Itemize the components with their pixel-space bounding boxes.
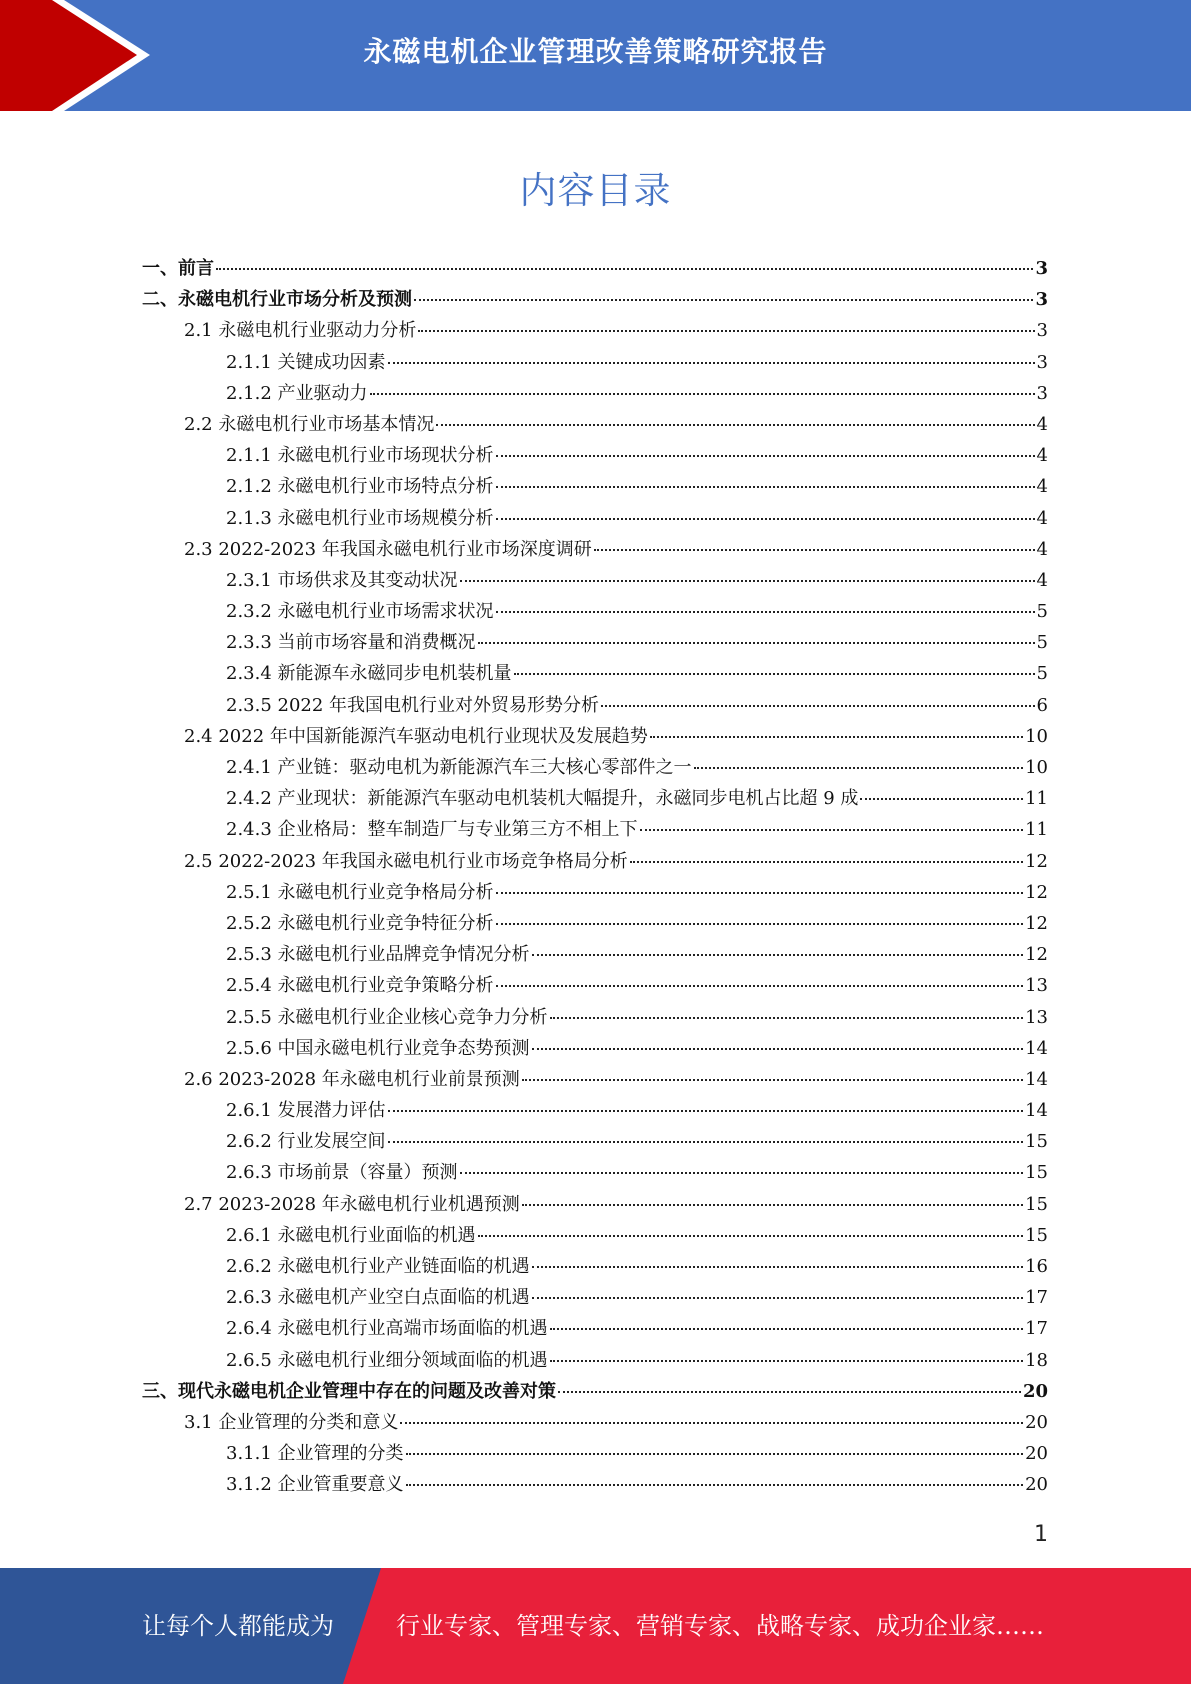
footer-slogan-left: 让每个人都能成为 xyxy=(142,1612,334,1640)
footer-slogan-right: 行业专家、管理专家、营销专家、战略专家、成功企业家…… xyxy=(396,1612,1044,1640)
toc-entry-page: 15 xyxy=(1025,1131,1048,1153)
toc-entry-title: 2.4.2 产业现状：新能源汽车驱动电机装机大幅提升，永磁同步电机占比超 9 成 xyxy=(226,788,859,810)
toc-entry[interactable] xyxy=(142,535,1048,566)
toc-entry-title: 2.6 2023-2028 年永磁电机行业前景预测 xyxy=(184,1068,520,1090)
toc-entry[interactable] xyxy=(142,254,1048,285)
toc-dot-leader xyxy=(388,1110,1024,1112)
toc-dot-leader xyxy=(522,1204,1023,1206)
toc-entry-title: 2.5.5 永磁电机行业企业核心竞争力分析 xyxy=(226,1006,548,1028)
toc-dot-leader xyxy=(414,299,1033,301)
toc-entry[interactable] xyxy=(142,566,1048,597)
toc-entry-page: 10 xyxy=(1025,757,1048,778)
toc-dot-leader xyxy=(460,580,1035,582)
toc-entry[interactable] xyxy=(142,847,1048,878)
toc-dot-leader xyxy=(640,829,1024,831)
toc-entry-title: 2.5.4 永磁电机行业竞争策略分析 xyxy=(226,975,494,997)
toc-dot-leader xyxy=(550,1360,1024,1362)
toc-entry-title: 2.3.3 当前市场容量和消费概况 xyxy=(226,632,476,654)
toc-entry-page: 14 xyxy=(1025,1068,1048,1090)
toc-dot-leader xyxy=(496,985,1024,987)
toc-dot-leader xyxy=(694,767,1024,769)
toc-entry[interactable] xyxy=(142,410,1048,441)
toc-dot-leader xyxy=(496,611,1035,613)
toc-dot-leader xyxy=(532,1266,1024,1268)
toc-entry-page: 13 xyxy=(1025,975,1048,997)
toc-entry-title: 2.4.3 企业格局：整车制造厂与专业第三方不相上下 xyxy=(226,819,638,841)
toc-entry-page: 5 xyxy=(1036,663,1048,685)
toc-entry[interactable] xyxy=(142,659,1048,690)
toc-dot-leader xyxy=(406,1484,1024,1486)
report-title: 永磁电机企业管理改善策略研究报告 xyxy=(363,35,828,68)
toc-entry-title: 2.3.2 永磁电机行业市场需求状况 xyxy=(226,601,494,623)
toc-dot-leader xyxy=(532,954,1024,956)
toc-entry[interactable] xyxy=(142,472,1048,503)
toc-entry-page: 17 xyxy=(1025,1318,1048,1340)
toc-entry[interactable] xyxy=(142,1377,1048,1408)
toc-dot-leader xyxy=(388,362,1035,364)
toc-entry[interactable] xyxy=(142,316,1048,347)
toc-entry-title: 2.5.3 永磁电机行业品牌竞争情况分析 xyxy=(226,944,530,966)
toc-dot-leader xyxy=(496,518,1035,520)
toc-entry[interactable] xyxy=(142,722,1048,753)
toc-dot-leader xyxy=(216,268,1033,270)
toc-dot-leader xyxy=(532,1048,1024,1050)
toc-entry-title: 2.6.2 永磁电机行业产业链面临的机遇 xyxy=(226,1256,530,1277)
toc-entry-title: 2.4.1 产业链：驱动电机为新能源汽车三大核心零部件之一 xyxy=(226,757,692,778)
toc-entry-page: 15 xyxy=(1025,1162,1048,1184)
toc-entry-title: 3.1.1 企业管理的分类 xyxy=(226,1443,404,1465)
toc-entry-title: 2.3.5 2022 年我国电机行业对外贸易形势分析 xyxy=(226,694,600,716)
toc-entry-title: 2.5.6 中国永磁电机行业竞争态势预测 xyxy=(226,1037,530,1059)
toc-entry[interactable] xyxy=(142,1314,1048,1345)
header-banner xyxy=(0,0,1191,111)
toc-entry[interactable] xyxy=(142,1034,1048,1065)
toc-entry-page: 6 xyxy=(1036,694,1048,716)
toc-dot-leader xyxy=(388,1141,1024,1143)
toc-entry[interactable] xyxy=(142,1439,1048,1470)
toc-entry[interactable] xyxy=(142,379,1048,410)
toc-dot-leader xyxy=(496,923,1024,925)
toc-entry[interactable] xyxy=(142,971,1048,1002)
toc-entry-title: 2.6.2 行业发展空间 xyxy=(226,1131,386,1153)
page-number: 1 xyxy=(1034,1522,1048,1547)
toc-dot-leader xyxy=(558,1391,1021,1393)
toc-entry-title: 2.6.1 发展潜力评估 xyxy=(226,1100,386,1122)
toc-entry-page: 16 xyxy=(1025,1256,1048,1277)
toc-entry-title: 2.1.1 关键成功因素 xyxy=(226,351,386,373)
toc-entry[interactable] xyxy=(142,597,1048,628)
toc-dot-leader xyxy=(860,798,1023,800)
toc-dot-leader xyxy=(496,892,1024,894)
toc-entry-page: 12 xyxy=(1025,912,1048,934)
toc-entry-page: 4 xyxy=(1036,569,1048,591)
toc-entry-title: 2.5 2022-2023 年我国永磁电机行业市场竞争格局分析 xyxy=(184,850,628,872)
toc-entry[interactable] xyxy=(142,1190,1048,1221)
toc-entry-title: 3.1 企业管理的分类和意义 xyxy=(184,1411,399,1433)
toc-dot-leader xyxy=(550,1017,1024,1019)
toc-dot-leader xyxy=(601,705,1034,707)
toc-dot-leader xyxy=(418,330,1034,332)
toc-entry[interactable] xyxy=(142,1003,1048,1034)
toc-entry-title: 2.2 永磁电机行业市场基本情况 xyxy=(184,413,435,435)
toc-entry-title: 2.3 2022-2023 年我国永磁电机行业市场深度调研 xyxy=(184,538,592,560)
toc-entry-title: 2.6.4 永磁电机行业高端市场面临的机遇 xyxy=(226,1318,548,1340)
toc-entry-page: 3 xyxy=(1036,351,1048,373)
toc-entry-page: 11 xyxy=(1025,819,1048,841)
toc-entry-page: 4 xyxy=(1036,476,1048,498)
toc-entry[interactable] xyxy=(142,348,1048,379)
toc-entry[interactable] xyxy=(142,1096,1048,1127)
toc-entry[interactable] xyxy=(142,1408,1048,1439)
toc-entry[interactable] xyxy=(142,441,1048,472)
toc-entry[interactable] xyxy=(142,285,1048,316)
toc-entry-title: 2.6.3 永磁电机产业空白点面临的机遇 xyxy=(226,1287,530,1309)
toc-entry[interactable] xyxy=(142,1346,1048,1377)
toc-entry-page: 12 xyxy=(1025,881,1048,903)
toc-entry[interactable] xyxy=(142,1127,1048,1158)
toc-entry-page: 3 xyxy=(1035,289,1048,311)
toc-entry[interactable] xyxy=(142,909,1048,940)
toc-entry-page: 3 xyxy=(1036,382,1048,404)
toc-entry-page: 3 xyxy=(1036,320,1048,342)
toc-dot-leader xyxy=(522,1079,1023,1081)
toc-entry-page: 20 xyxy=(1025,1443,1048,1465)
toc-dot-leader xyxy=(514,673,1035,675)
footer-banner xyxy=(0,1568,1191,1684)
table-of-contents xyxy=(142,254,1048,1502)
toc-entry-page: 15 xyxy=(1025,1193,1048,1215)
toc-entry-title: 一、前言 xyxy=(142,258,214,279)
toc-entry[interactable] xyxy=(142,940,1048,971)
toc-entry-page: 13 xyxy=(1025,1006,1048,1028)
toc-dot-leader xyxy=(532,1297,1024,1299)
toc-entry-title: 2.7 2023-2028 年永磁电机行业机遇预测 xyxy=(184,1193,520,1215)
toc-entry-page: 12 xyxy=(1025,850,1048,872)
toc-entry[interactable] xyxy=(142,1252,1048,1283)
toc-entry[interactable] xyxy=(142,815,1048,846)
toc-heading: 内容目录 xyxy=(519,169,672,212)
toc-dot-leader xyxy=(400,1422,1023,1424)
toc-dot-leader xyxy=(630,861,1023,863)
toc-entry-page: 20 xyxy=(1025,1411,1048,1433)
toc-entry-title: 2.4 2022 年中国新能源汽车驱动电机行业现状及发展趋势 xyxy=(184,725,648,747)
toc-dot-leader xyxy=(496,486,1035,488)
toc-entry-title: 2.6.5 永磁电机行业细分领域面临的机遇 xyxy=(226,1349,548,1371)
toc-entry-title: 三、现代永磁电机企业管理中存在的问题及改善对策 xyxy=(142,1380,556,1402)
toc-entry-title: 2.5.2 永磁电机行业竞争特征分析 xyxy=(226,912,494,934)
toc-entry-title: 2.1 永磁电机行业驱动力分析 xyxy=(184,320,417,342)
toc-dot-leader xyxy=(436,424,1034,426)
toc-entry-title: 二、永磁电机行业市场分析及预测 xyxy=(142,289,412,311)
toc-entry[interactable] xyxy=(142,1158,1048,1189)
toc-entry-title: 2.6.1 永磁电机行业面临的机遇 xyxy=(226,1224,476,1246)
toc-dot-leader xyxy=(406,1453,1024,1455)
toc-entry-title: 2.1.1 永磁电机行业市场现状分析 xyxy=(226,445,494,467)
toc-entry-page: 4 xyxy=(1036,413,1048,435)
toc-entry[interactable] xyxy=(142,878,1048,909)
toc-dot-leader xyxy=(650,736,1023,738)
toc-entry-title: 2.1.2 永磁电机行业市场特点分析 xyxy=(226,476,494,498)
toc-entry[interactable] xyxy=(142,691,1048,722)
toc-entry[interactable] xyxy=(142,753,1048,784)
toc-entry-page: 15 xyxy=(1025,1224,1048,1246)
toc-entry-page: 20 xyxy=(1022,1380,1048,1402)
toc-entry-page: 4 xyxy=(1036,445,1048,467)
toc-entry-page: 3 xyxy=(1035,258,1048,279)
toc-entry[interactable] xyxy=(142,504,1048,535)
toc-dot-leader xyxy=(370,393,1035,395)
toc-dot-leader xyxy=(550,1328,1024,1330)
toc-entry-title: 2.1.2 产业驱动力 xyxy=(226,382,368,404)
toc-entry-title: 2.6.3 市场前景（容量）预测 xyxy=(226,1162,458,1184)
toc-entry-page: 5 xyxy=(1036,601,1048,623)
toc-dot-leader xyxy=(478,642,1035,644)
toc-entry-page: 10 xyxy=(1025,725,1048,747)
toc-entry[interactable] xyxy=(142,1221,1048,1252)
toc-entry[interactable] xyxy=(142,784,1048,815)
toc-dot-leader xyxy=(496,455,1035,457)
toc-dot-leader xyxy=(478,1235,1024,1237)
toc-entry-page: 14 xyxy=(1025,1037,1048,1059)
toc-entry[interactable] xyxy=(142,1283,1048,1314)
toc-entry-page: 4 xyxy=(1036,507,1048,529)
toc-entry-title: 2.5.1 永磁电机行业竞争格局分析 xyxy=(226,881,494,903)
toc-entry-page: 14 xyxy=(1025,1100,1048,1122)
toc-entry-page: 17 xyxy=(1025,1287,1048,1309)
toc-entry-title: 3.1.2 企业管重要意义 xyxy=(226,1474,404,1496)
toc-entry-title: 2.1.3 永磁电机行业市场规模分析 xyxy=(226,507,494,529)
toc-entry-page: 11 xyxy=(1025,788,1048,810)
toc-entry-page: 18 xyxy=(1025,1349,1048,1371)
toc-entry[interactable] xyxy=(142,1470,1048,1501)
toc-entry-page: 5 xyxy=(1036,632,1048,654)
toc-entry-page: 4 xyxy=(1036,538,1048,560)
toc-dot-leader xyxy=(460,1172,1024,1174)
toc-entry-page: 20 xyxy=(1025,1474,1048,1496)
toc-entry[interactable] xyxy=(142,628,1048,659)
toc-entry-page: 12 xyxy=(1025,944,1048,966)
toc-entry[interactable] xyxy=(142,1065,1048,1096)
toc-entry-title: 2.3.4 新能源车永磁同步电机装机量 xyxy=(226,663,512,685)
toc-dot-leader xyxy=(594,549,1035,551)
toc-entry-title: 2.3.1 市场供求及其变动状况 xyxy=(226,569,458,591)
